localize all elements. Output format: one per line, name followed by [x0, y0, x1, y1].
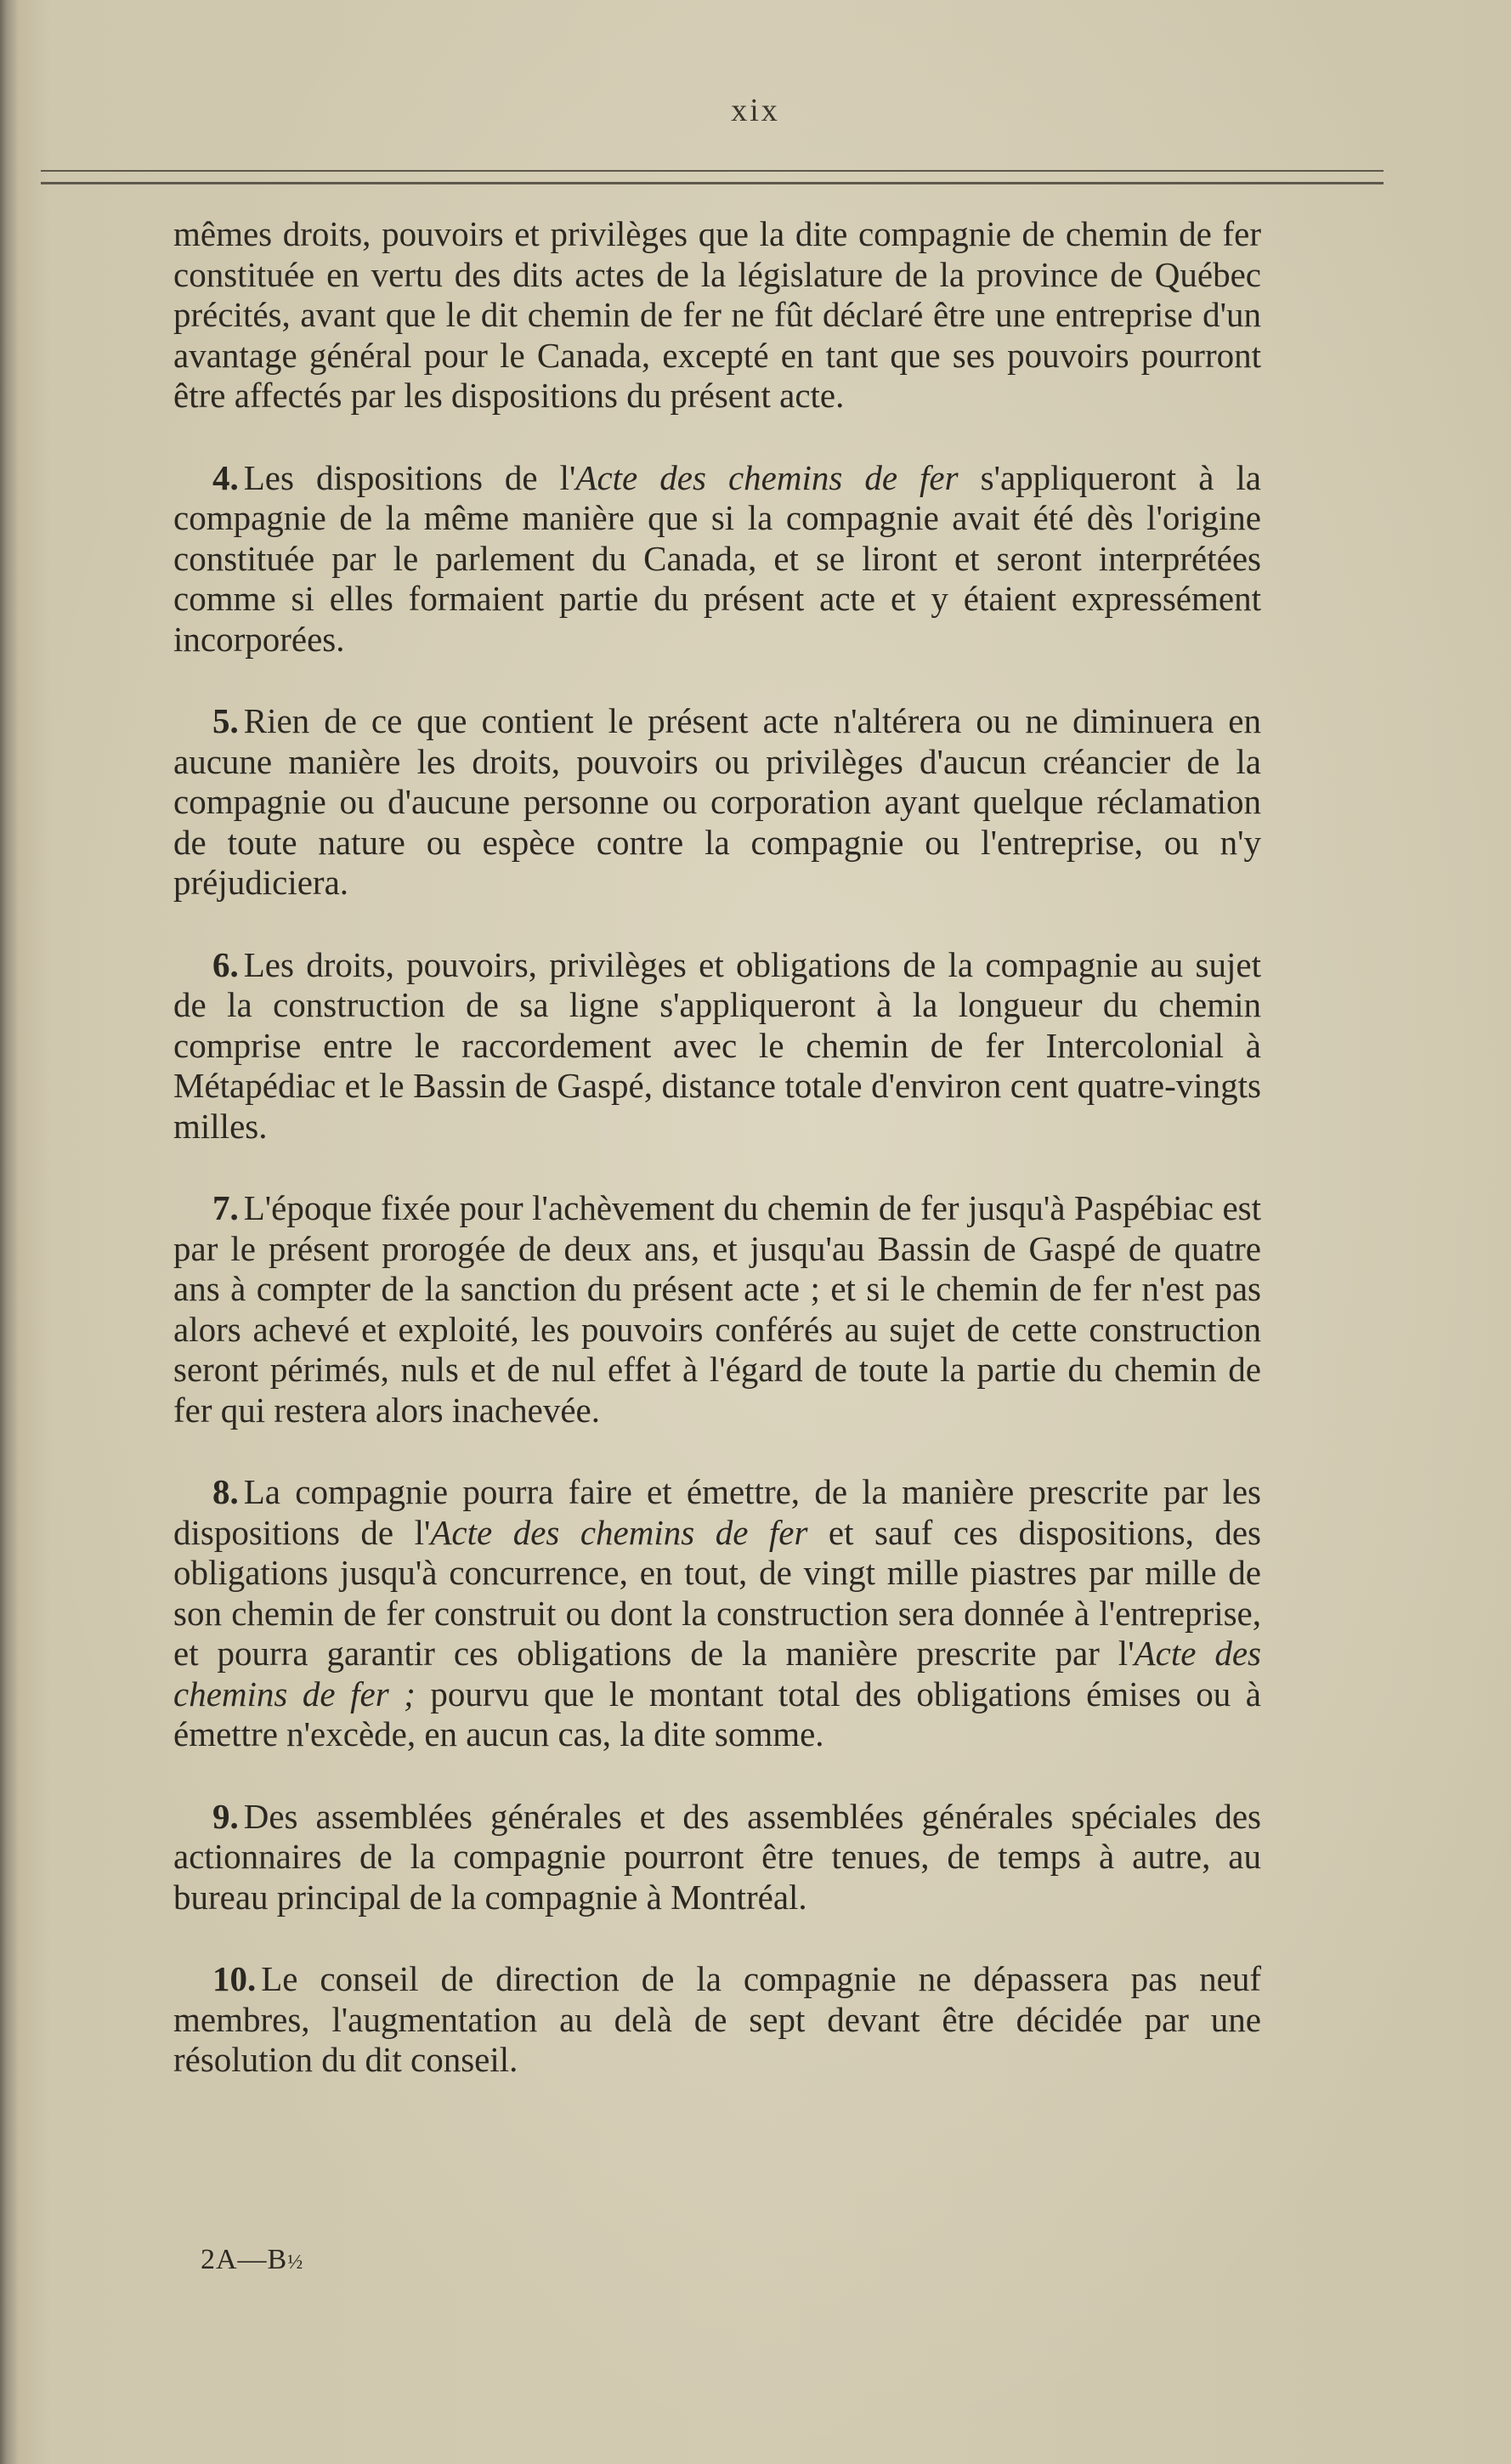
- section-number: 9.: [212, 1796, 239, 1836]
- paragraph-text: mêmes droits, pouvoirs et privilèges que la dite compagnie de chemin de fer constituée en vertu des dits actes de la législature de la province de Québec précités, avant que le dit chemin de fer ne fût déclaré être une entreprise d'un avantage général pour le Canada, excepté en tant que ses pouvoirs pourront être affectés par les dispositions du présent acte.: [173, 214, 1261, 415]
- section-text: Les droits, pouvoirs, privilèges et obligations de la compagnie au sujet de la construction de sa ligne s'appliqueront à la longueur du chemin comprise entre le raccordement avec le chemin de fer Intercolonial à Métapédiac et le Bassin de Gaspé, distance totale d'environ cent quatre-vingts milles.: [173, 944, 1261, 1146]
- printer-signature-mark: [201, 2244, 303, 2276]
- section-number: 8.: [212, 1472, 239, 1511]
- section-text: L'époque fixée pour l'achèvement du chemin de fer jusqu'à Paspébiac est par le présent prorogée de deux ans, et jusqu'au Bassin de Gaspé de quatre ans à compter de la sanction du présent acte ; et si le chemin de fer n'est pas alors achevé et exploité, les pouvoirs conférés au sujet de cette construction seront périmés, nuls et de nul effet à l'égard de toute la partie du chemin de fer qui restera alors inachevée.: [173, 1188, 1261, 1430]
- section-text: Les dispositions de l': [243, 457, 576, 497]
- paragraph-continuation: [173, 214, 1261, 416]
- section-text: Rien de ce que contient le présent acte n'altérera ou ne diminuera en aucune manière les droits, pouvoirs ou privilèges d'aucun créancier de la compagnie ou d'aucune personne ou corporation ayant quelque réclamation de toute nature ou espèce contre la compagnie ou l'entreprise, ou n'y préjudiciera.: [173, 701, 1261, 902]
- section-number: 10.: [212, 1959, 257, 1998]
- header-rule-thick: [41, 182, 1384, 184]
- section-text: Le conseil de direction de la compagnie ne dépassera pas neuf membres, l'augmentation au delà de sept devant être décidée par une résolution du dit conseil.: [173, 1959, 1261, 2079]
- section-text-continued: et sauf ces dispositions, des obligations jusqu'à concurrence, en tout, de vingt mille piastres par mille de son chemin de fer construit ou dont la construction sera donnée à l'entreprise, et pourra garantir ces obligations de la manière prescrite par l': [173, 1512, 1261, 1673]
- section-6: [173, 945, 1261, 1147]
- section-text: Des assemblées générales et des assemblées générales spéciales des actionnaires de la compagnie pourront être tenues, de temps à autre, au bureau principal de la compagnie à Montréal.: [173, 1796, 1261, 1917]
- signature-fraction: ½: [287, 2252, 304, 2274]
- section-number: 6.: [212, 944, 239, 984]
- act-title-italic: Acte des chemins de fer: [430, 1512, 808, 1552]
- section-text-end: pourvu que le montant total des obligations émises ou à émettre n'excède, en aucun cas, la dite somme.: [173, 1674, 1261, 1753]
- section-5: [173, 701, 1261, 903]
- act-title-italic: Acte des chemins de fer: [575, 457, 959, 497]
- section-10: [173, 1959, 1261, 2081]
- header-rule-thin: [41, 170, 1384, 172]
- section-number: 5.: [212, 701, 239, 740]
- act-title-italic-2: Acte des chemins de fer ;: [173, 1634, 1261, 1713]
- section-7: [173, 1188, 1261, 1430]
- page-number: xix: [731, 93, 780, 128]
- section-text: La compagnie pourra faire et émettre, de la manière prescrite par les dispositions de l': [173, 1472, 1261, 1552]
- section-text-continued: s'appliqueront à la compagnie de la même manière que si la compagnie avait été dès l'origine constituée par le parlement du Canada, et se liront et seront interprétées comme si elles formaient partie du présent acte et y étaient expressément incorporées.: [173, 457, 1262, 659]
- section-4: [173, 458, 1261, 660]
- section-9: [173, 1797, 1261, 1918]
- section-number: 4.: [212, 457, 239, 497]
- signature-text: 2A—B: [201, 2244, 288, 2275]
- section-number: 7.: [212, 1188, 239, 1227]
- page-body: [173, 214, 1261, 2081]
- section-8: [173, 1472, 1261, 1755]
